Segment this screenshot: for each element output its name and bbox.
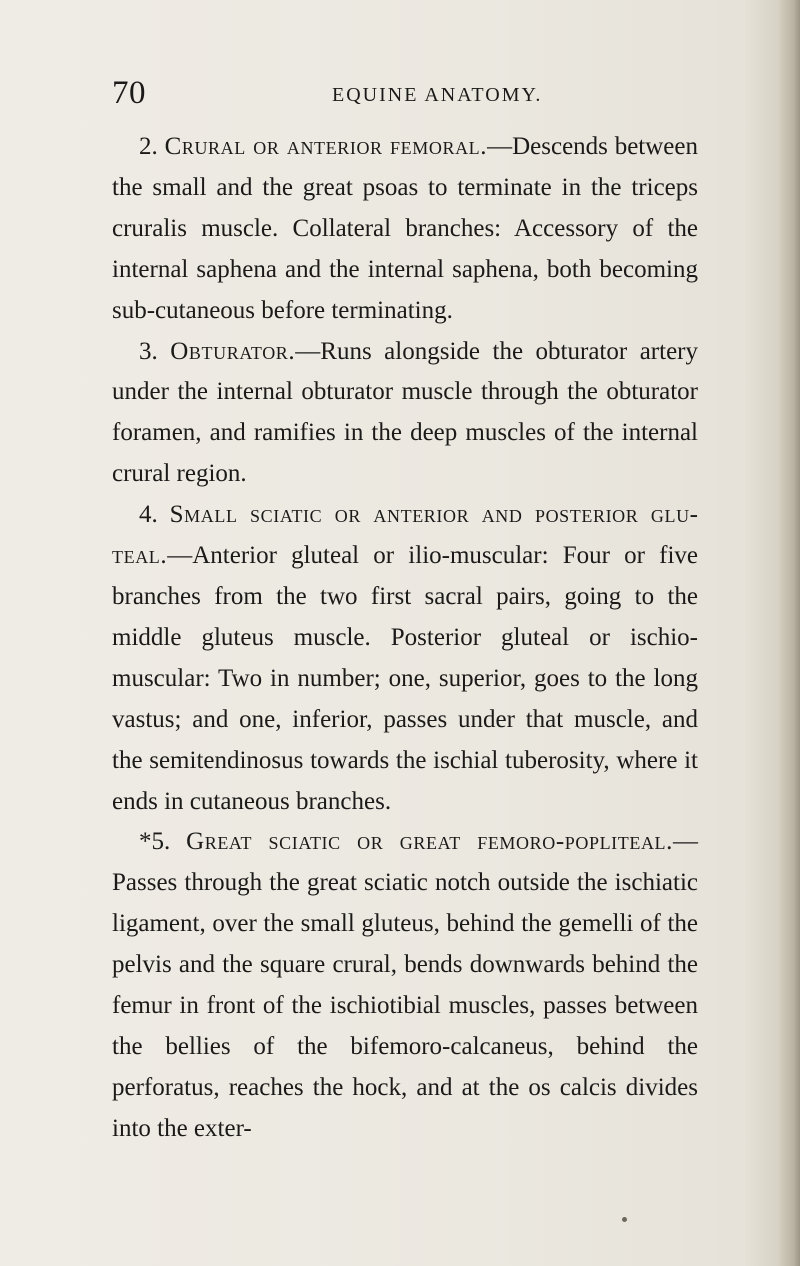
paragraph-number: 3. bbox=[139, 337, 158, 365]
running-title: EQUINE ANATOMY. bbox=[332, 84, 543, 106]
body-text bbox=[112, 127, 698, 1150]
paragraph-text: —Anterior gluteal or ilio-muscular: Four or five branches from the two first sacral pairs, going to the middle gluteus muscle. Posterior gluteal or ischio-muscular: Two in number; one, superior, goes to the long vastus; and one, inferior, passes under that muscle, and the semitendinosus towards the ischial tuberosity, where it ends in cutaneous branches. bbox=[112, 542, 698, 815]
paragraph-heading: Great sciatic or great femoro-popliteal. bbox=[186, 828, 674, 856]
page-edge-shadow bbox=[778, 0, 800, 1266]
paragraph-heading: Small sciatic or anterior and posterior gluteal. bbox=[112, 501, 698, 570]
paragraph-heading: Obturator. bbox=[170, 337, 296, 365]
paragraph-text: —Runs alongside the obturator artery under the internal obturator muscle through the obturator foramen, and ramifies in the deep muscles of the internal crural region. bbox=[112, 337, 699, 488]
page-number: 70 bbox=[112, 75, 146, 111]
paragraph-crural bbox=[112, 127, 698, 332]
paragraph-number: 2. bbox=[139, 133, 158, 160]
paragraph-number: 4. bbox=[139, 501, 158, 529]
paragraph-heading: Crural or anterior femoral. bbox=[164, 133, 488, 160]
paragraph-number: *5. bbox=[139, 828, 171, 856]
paragraph-great-sciatic bbox=[112, 822, 698, 1149]
paragraph-text: — Passes through the great sciatic notch outside the ischiatic ligament, over the small gluteus, behind the gemelli of the pelvis and the square crural, bends downwards behind the femur in front of the ischiotibial muscles, passes between the bellies of the bifemoro-calcaneus, behind the perforatus, reaches the hock, and at the os calcis divides into the exter- bbox=[112, 828, 699, 1142]
ink-speck bbox=[622, 1217, 627, 1222]
paragraph-obturator bbox=[112, 332, 698, 496]
page-header bbox=[112, 73, 712, 113]
paragraph-text: —Descends between the small and the great psoas to terminate in the triceps cruralis muscle. Collateral branches: Accessory of the internal saphena and the internal saphena, both becoming sub-cutaneous before terminating. bbox=[112, 133, 699, 324]
paragraph-small-sciatic bbox=[112, 495, 698, 822]
